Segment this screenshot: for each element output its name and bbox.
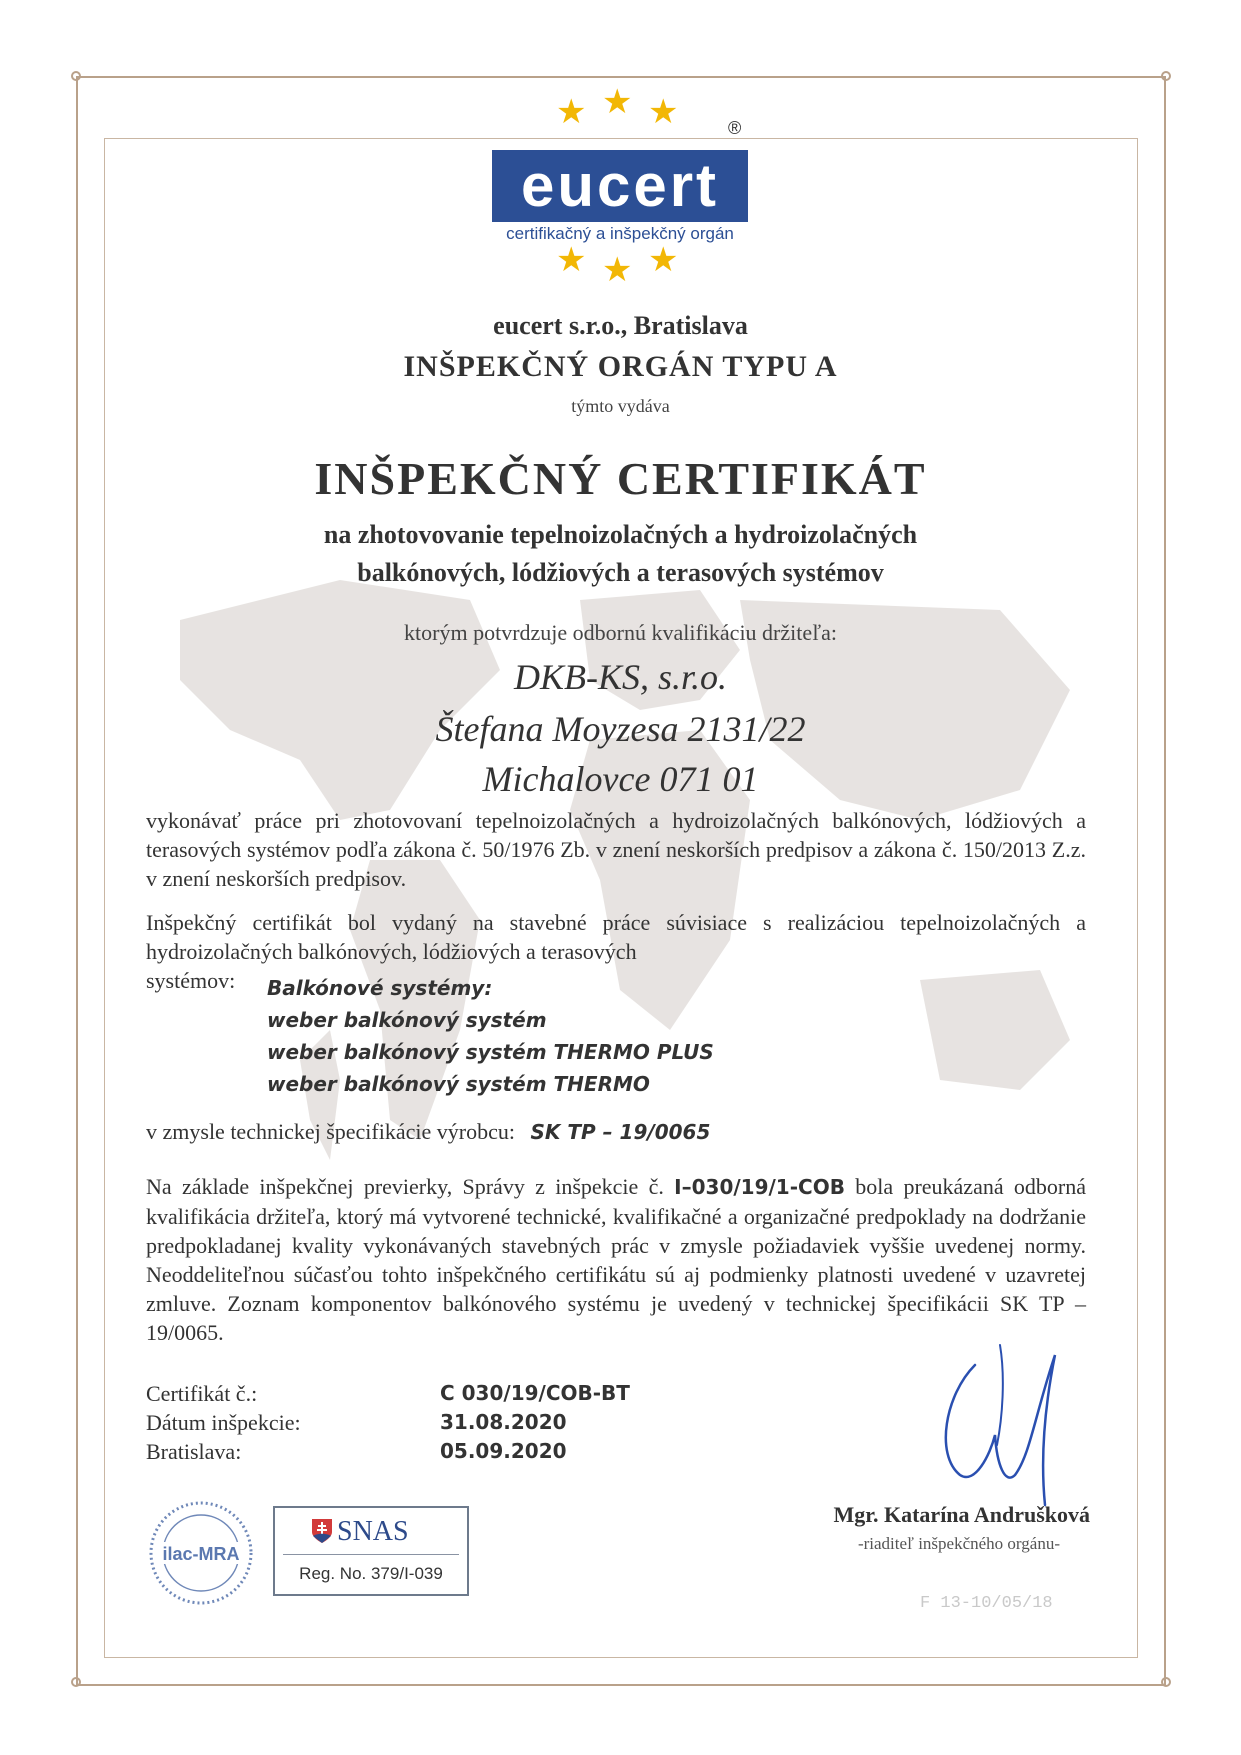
corner-ornament-icon xyxy=(1148,1664,1178,1694)
certificate-number-label: Certifikát č.: xyxy=(146,1381,258,1406)
issue-place-label: Bratislava: xyxy=(146,1439,242,1464)
signatory-name: Mgr. Katarína Andrušková xyxy=(833,1502,1090,1527)
product-heading: Balkónové systémy: xyxy=(267,976,493,1000)
snas-name: SNAS xyxy=(337,1516,409,1547)
inspection-date-value: 31.08.2020 xyxy=(440,1410,567,1434)
holder-street: Štefana Moyzesa 2131/22 xyxy=(435,709,806,749)
holder-city: Michalovce 071 01 xyxy=(482,759,759,799)
tech-spec-line xyxy=(146,1119,710,1145)
product-item: weber balkónový systém THERMO xyxy=(267,1072,650,1096)
eucert-logo: eucert xyxy=(492,150,748,222)
issuer-name: eucert s.r.o., Bratislava xyxy=(493,311,748,340)
stars-bottom xyxy=(556,244,686,288)
product-item: weber balkónový systém THERMO PLUS xyxy=(267,1040,714,1064)
issued-paragraph-lead: systémov: xyxy=(146,968,236,993)
subtitle-line: na zhotovovanie tepelnoizolačných a hydroizolačných xyxy=(323,520,918,549)
inspection-date-label: Dátum inšpekcie: xyxy=(146,1410,301,1435)
confirms-text: ktorým potvrdzuje odbornú kvalifikáciu držiteľa: xyxy=(404,620,837,645)
registered-mark: ® xyxy=(728,118,742,138)
stars-top xyxy=(556,86,686,136)
star-icon: ★ xyxy=(602,252,633,289)
star-icon: ★ xyxy=(648,94,679,131)
certificate-title: INŠPEKČNÝ CERTIFIKÁT xyxy=(314,453,927,504)
corner-ornament-icon xyxy=(64,64,94,94)
issues-text: týmto vydáva xyxy=(571,396,670,416)
certificate-subtitle xyxy=(0,516,1241,592)
star-icon: ★ xyxy=(602,84,633,121)
corner-ornament-icon xyxy=(1148,64,1178,94)
inspection-paragraph-before: Na základe inšpekčnej previerky, Správy z inšpekcie č. xyxy=(146,1174,664,1199)
tech-spec-text: v zmysle technickej špecifikácie výrobcu: xyxy=(146,1119,515,1144)
tech-spec-code: SK TP – 19/0065 xyxy=(530,1120,711,1144)
snas-accreditation-box xyxy=(273,1506,469,1596)
snas-reg-number: Reg. No. 379/I-039 xyxy=(299,1564,443,1583)
issue-date-value: 05.09.2020 xyxy=(440,1439,567,1463)
slovak-coat-of-arms-icon xyxy=(311,1518,333,1544)
inspection-report-number: I–030/19/1-COB xyxy=(674,1175,845,1199)
inspection-paragraph-after: bola preukázaná odborná kvalifikácia držiteľa, ktorý má vytvorené technické, kvalifikačné a organizačné predpoklady na dodržanie predpokladanej kvality vykonávaných stavebných prác v zmysle požiadaviek vyššie uvedenej normy. Neoddeliteľnou súčasťou tohto inšpekčného certifikátu sú aj podmienky platnosti uvedené v uzavretej zmluve. Zoznam komponentov balkónového systému je uvedený v technickej špecifikácii SK TP – 19/0065. xyxy=(146,1174,1086,1345)
scope-paragraph: vykonávať práce pri zhotovovaní tepelnoizolačných a hydroizolačných balkónových, lódžiových a terasových systémov podľa zákona č. 50/1976 Zb. v znení neskorších predpisov a zákona č. 150/2013 Z.z. v znení neskorších predpisov. xyxy=(146,808,1086,891)
org-type: INŠPEKČNÝ ORGÁN TYPU A xyxy=(403,350,838,383)
star-icon: ★ xyxy=(556,242,587,279)
subtitle-line: balkónových, lódžiových a terasových systémov xyxy=(357,558,884,587)
logo-tagline: certifikačný a inšpekčný orgán xyxy=(506,224,734,243)
star-icon: ★ xyxy=(648,242,679,279)
holder-name: DKB-KS, s.r.o. xyxy=(513,657,728,697)
product-item: weber balkónový systém xyxy=(267,1008,547,1032)
signatory-role: -riaditeľ inšpekčného orgánu- xyxy=(857,1534,1060,1553)
handwritten-signature-icon xyxy=(905,1335,1085,1510)
certificate-number-value: C 030/19/COB-BT xyxy=(440,1381,630,1405)
corner-ornament-icon xyxy=(64,1664,94,1694)
snas-divider xyxy=(283,1554,459,1555)
ilac-text: ilac-MRA xyxy=(162,1544,240,1564)
issued-paragraph-text: Inšpekčný certifikát bol vydaný na stavebné práce súvisiace s realizáciou tepelnoizolačných a hydroizolačných balkónových, lódžiových a terasových xyxy=(146,910,1086,964)
star-icon: ★ xyxy=(556,94,587,131)
ilac-mra-logo-icon xyxy=(146,1498,256,1608)
form-code: F 13-10/05/18 xyxy=(920,1594,1053,1613)
inspection-paragraph xyxy=(146,1172,1086,1347)
